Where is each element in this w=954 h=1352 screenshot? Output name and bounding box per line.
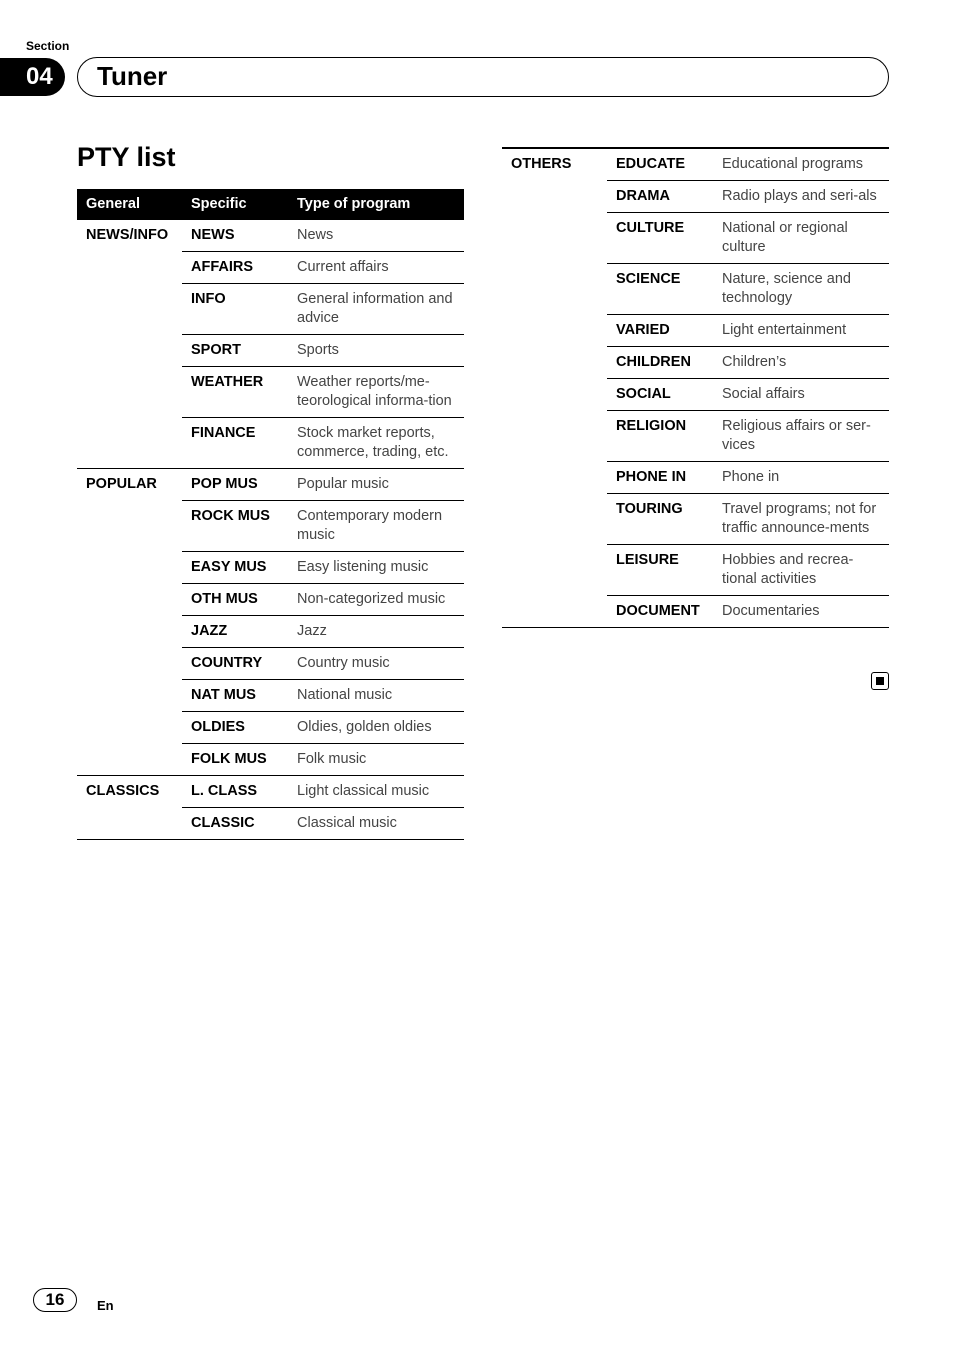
specific-pty-cell: DOCUMENT — [607, 596, 713, 628]
page-number: 16 — [33, 1288, 77, 1312]
program-type-cell: Classical music — [288, 808, 464, 840]
specific-pty-cell: CHILDREN — [607, 347, 713, 379]
specific-pty-cell: INFO — [182, 284, 288, 335]
specific-pty-cell: SOCIAL — [607, 379, 713, 411]
general-category-cell — [502, 596, 607, 628]
table-row — [77, 367, 464, 418]
specific-pty-cell: SPORT — [182, 335, 288, 367]
general-category-cell — [77, 648, 182, 680]
program-type-cell: Phone in — [713, 462, 889, 494]
general-category-cell — [502, 213, 607, 264]
column-header-type: Type of program — [288, 189, 464, 220]
general-category-cell — [77, 552, 182, 584]
specific-pty-cell: L. CLASS — [182, 776, 288, 808]
specific-pty-cell: PHONE IN — [607, 462, 713, 494]
specific-pty-cell: LEISURE — [607, 545, 713, 596]
program-type-cell: Nature, science and technology — [713, 264, 889, 315]
specific-pty-cell: WEATHER — [182, 367, 288, 418]
program-type-cell: Folk music — [288, 744, 464, 776]
table-row — [77, 712, 464, 744]
table-header-row — [77, 189, 464, 220]
specific-pty-cell: COUNTRY — [182, 648, 288, 680]
program-type-cell: Current affairs — [288, 252, 464, 284]
general-category-cell — [502, 462, 607, 494]
program-type-cell: Social affairs — [713, 379, 889, 411]
chapter-title: Tuner — [97, 61, 168, 91]
general-category-cell — [502, 545, 607, 596]
program-type-cell: Educational programs — [713, 148, 889, 181]
table-row — [502, 494, 889, 545]
program-type-cell: National or regional culture — [713, 213, 889, 264]
language-label: En — [97, 1298, 114, 1313]
specific-pty-cell: POP MUS — [182, 469, 288, 501]
specific-pty-cell: EASY MUS — [182, 552, 288, 584]
section-number-tab: 04 — [0, 58, 65, 96]
general-category-cell — [77, 367, 182, 418]
general-category-cell — [502, 181, 607, 213]
table-row — [77, 501, 464, 552]
specific-pty-cell: RELIGION — [607, 411, 713, 462]
program-type-cell: Documentaries — [713, 596, 889, 628]
column-header-general: General — [77, 189, 182, 220]
table-row — [77, 616, 464, 648]
table-row — [77, 744, 464, 776]
program-type-cell: Non-categorized music — [288, 584, 464, 616]
general-category-cell — [502, 264, 607, 315]
table-row — [77, 252, 464, 284]
table-row — [77, 776, 464, 808]
program-type-cell: Hobbies and recrea-tional activities — [713, 545, 889, 596]
section-label: Section — [26, 39, 70, 53]
program-type-cell: News — [297, 227, 334, 243]
program-type-cell: Travel programs; not for traffic announce-ments — [713, 494, 889, 545]
specific-pty-cell: AFFAIRS — [182, 252, 288, 284]
general-category-cell: CLASSICS — [77, 776, 182, 808]
table-row — [502, 596, 889, 628]
general-category-cell — [77, 808, 182, 840]
general-category-cell — [502, 315, 607, 347]
table-row — [502, 347, 889, 379]
program-type-cell: National music — [288, 680, 464, 712]
column-header-specific: Specific — [182, 189, 288, 220]
table-row — [502, 148, 889, 181]
specific-pty-cell: DRAMA — [607, 181, 713, 213]
general-category-cell — [77, 744, 182, 776]
specific-pty-cell: VARIED — [607, 315, 713, 347]
program-type-cell: Radio plays and seri-als — [713, 181, 889, 213]
program-type-cell: General information and advice — [288, 284, 464, 335]
general-category-cell — [77, 252, 182, 284]
specific-pty-cell: JAZZ — [182, 616, 288, 648]
program-type-cell: Country music — [288, 648, 464, 680]
general-category-cell: OTHERS — [502, 148, 607, 181]
general-category-cell — [77, 418, 182, 469]
table-row — [77, 418, 464, 469]
table-row — [502, 462, 889, 494]
table-row — [77, 335, 464, 367]
table-row — [77, 584, 464, 616]
specific-pty-cell: FOLK MUS — [182, 744, 288, 776]
program-type-cell: Popular music — [288, 469, 464, 501]
program-type-cell: Religious affairs or ser-vices — [713, 411, 889, 462]
program-type-cell: Oldies, golden oldies — [288, 712, 464, 744]
program-type-cell: Weather reports/me-teorological informa-tion — [288, 367, 464, 418]
table-row — [77, 648, 464, 680]
table-row — [77, 808, 464, 840]
specific-pty-cell: TOURING — [607, 494, 713, 545]
general-category-cell — [502, 411, 607, 462]
program-type-cell: Easy listening music — [288, 552, 464, 584]
table-row — [502, 379, 889, 411]
program-type-cell: Children’s — [713, 347, 889, 379]
program-type-cell: Jazz — [288, 616, 464, 648]
table-row — [77, 220, 464, 252]
page-heading: PTY list — [77, 142, 176, 172]
specific-pty-cell: CULTURE — [607, 213, 713, 264]
general-category-cell — [77, 680, 182, 712]
table-row — [502, 213, 889, 264]
specific-pty-cell: OLDIES — [182, 712, 288, 744]
general-category-cell — [502, 494, 607, 545]
table-row — [77, 680, 464, 712]
general-category-cell: POPULAR — [77, 469, 182, 501]
table-row — [77, 284, 464, 335]
specific-pty-cell: CLASSIC — [182, 808, 288, 840]
program-type-cell: Light classical music — [288, 776, 464, 808]
table-row — [77, 552, 464, 584]
program-type-cell: Sports — [288, 335, 464, 367]
general-category-cell: NEWS/INFO — [86, 227, 169, 243]
general-category-cell — [77, 616, 182, 648]
section-end-icon — [871, 672, 889, 690]
chapter-title-frame — [77, 57, 889, 97]
specific-pty-cell: FINANCE — [182, 418, 288, 469]
table-row — [502, 315, 889, 347]
general-category-cell — [77, 501, 182, 552]
program-type-cell: Light entertainment — [713, 315, 889, 347]
table-row — [502, 181, 889, 213]
table-row — [502, 411, 889, 462]
general-category-cell — [77, 712, 182, 744]
general-category-cell — [77, 335, 182, 367]
specific-pty-cell: NEWS — [191, 227, 235, 243]
table-row — [77, 469, 464, 501]
program-type-cell: Stock market reports, commerce, trading, etc. — [288, 418, 464, 469]
pty-table-left — [77, 189, 464, 840]
table-row — [502, 264, 889, 315]
specific-pty-cell: EDUCATE — [607, 148, 713, 181]
general-category-cell — [502, 347, 607, 379]
program-type-cell: Contemporary modern music — [288, 501, 464, 552]
general-category-cell — [77, 284, 182, 335]
table-row — [502, 545, 889, 596]
general-category-cell — [502, 379, 607, 411]
specific-pty-cell: ROCK MUS — [182, 501, 288, 552]
specific-pty-cell: SCIENCE — [607, 264, 713, 315]
specific-pty-cell: OTH MUS — [182, 584, 288, 616]
pty-table-right — [502, 147, 889, 628]
general-category-cell — [77, 584, 182, 616]
specific-pty-cell: NAT MUS — [182, 680, 288, 712]
